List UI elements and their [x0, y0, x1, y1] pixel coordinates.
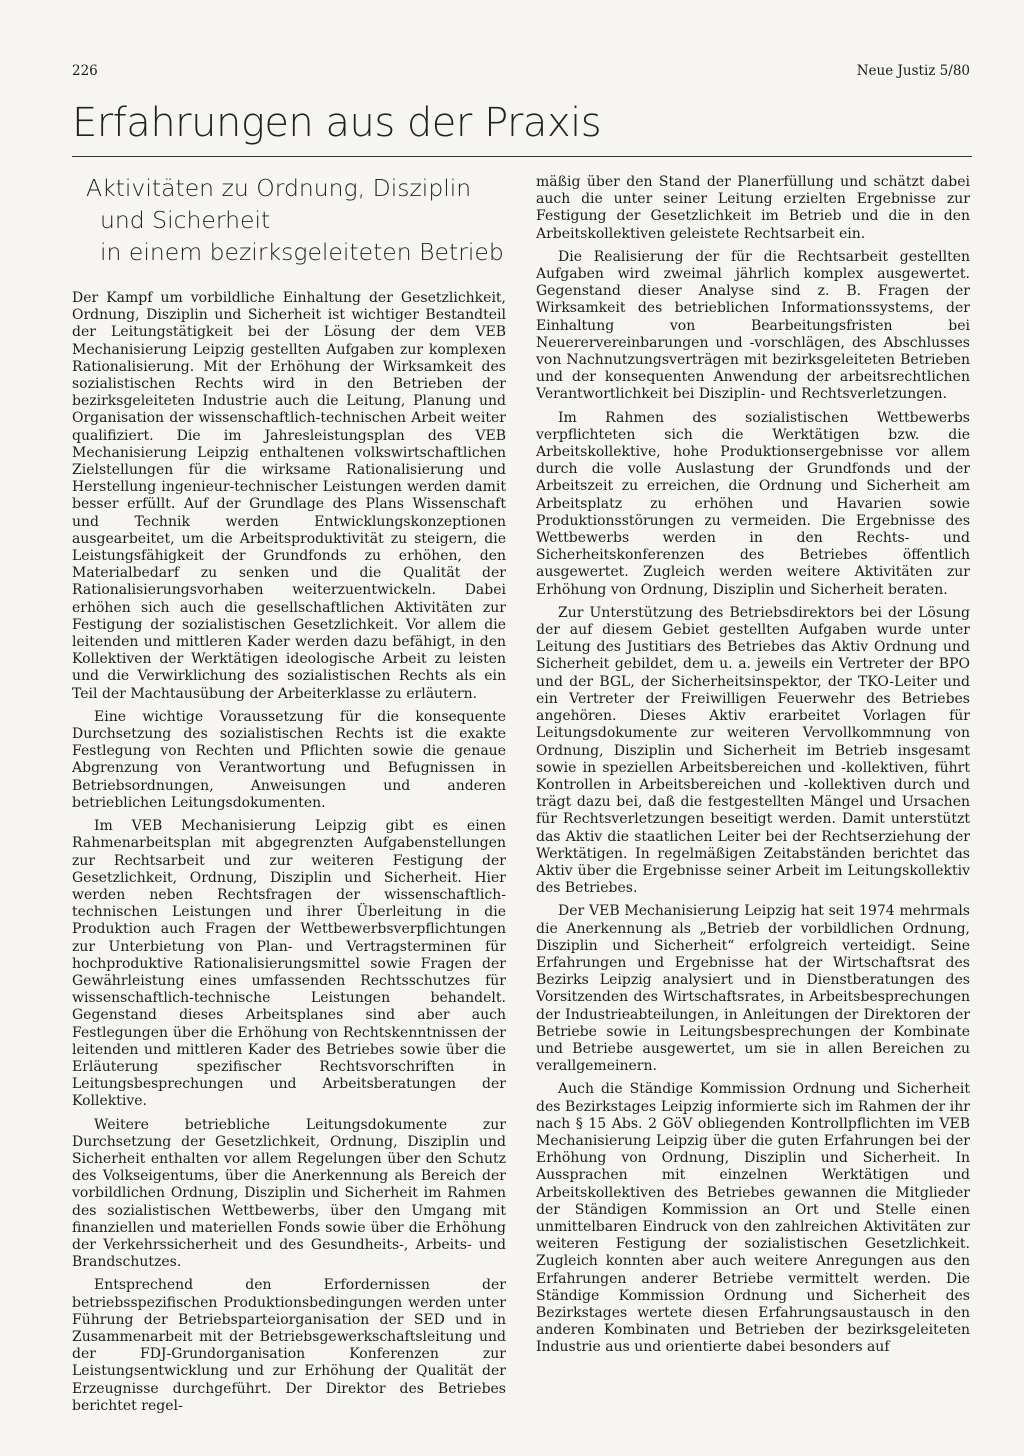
page-number: 226 [72, 63, 98, 79]
page-header [72, 62, 970, 80]
article-title-line: Aktivitäten zu Ordnung, Disziplin [86, 174, 472, 202]
article-title-line: in einem bezirksgeleiteten Betrieb [100, 238, 504, 266]
header-rule [72, 156, 972, 157]
journal-issue: Neue Justiz 5/80 [856, 63, 970, 79]
paragraph: Der Kampf um vorbildliche Einhaltung der Gesetzlichkeit, Ordnung, Disziplin und Sicherheit ist wichtiger Bestandteil der Leitungstätigkeit bei der Lösung der dem VEB Mechanisierung Leipzig gestellten Aufgaben zur komplexen Rationalisierung. Mit der Erhöhung der Wirksamkeit des sozialistischen Rechts wird in den Betrieben der bezirksgeleiteten Industrie auch die Leitung, Planung und Organisation der wissenschaftlich-technischen Arbeit weiter qualifiziert. Die im Jahresleistungsplan des VEB Mechanisierung Leipzig enthaltenen volkswirtschaftlichen Zielstellungen für die wirksame Rationalisierung und Herstellung ingenieur-technischer Leistungen werden damit besser erfüllt. Auf der Grundlage des Plans Wissenschaft und Technik werden Entwicklungskonzeptionen ausgearbeitet, um die Arbeitsproduktivität zu steigern, die Leistungsfähigkeit der Grundfonds zu erhöhen, den Materialbedarf zu senken und die Qualität der Rationalisierungsvorhaben weiterzuentwickeln. Dabei erhöhen sich auch die gesellschaftlichen Aktivitäten zur Festigung der sozialistischen Gesetzlichkeit. Vor allem die leitenden und mittleren Kader werden dazu befähigt, in den Kollektiven der Werktätigen ideologische Arbeit zu leisten und die Verwirklichung des sozialistischen Rechts als ein Teil der Machtausübung der Arbeiterklasse zu erläutern. [72, 290, 506, 702]
right-column [536, 174, 970, 1363]
paragraph: Der VEB Mechanisierung Leipzig hat seit 1974 mehrmals die Anerkennung als „Betrieb der vorbildlichen Ordnung, Disziplin und Sicherheit“ erfolgreich verteidigt. Seine Erfahrungen und Ergebnisse hat der Wirtschaftsrat des Bezirks Leipzig analysiert und in Dienstberatungen des Vorsitzenden des Wirtschaftsrates, in Arbeitsbesprechungen der Industrieabteilungen, in Anleitungen der Direktoren der Betriebe sowie in Leitungsbesprechungen der Kombinate und Betriebe ausgewertet, um sie in allen Bereichen zu verallgemeinern. [536, 903, 970, 1075]
paragraph: Die Realisierung der für die Rechtsarbeit gestellten Aufgaben wird zweimal jährlich komplex ausgewertet. Gegenstand dieser Analyse sind z. B. Fragen der Wirksamkeit des betrieblichen Informationssystems, der Einhaltung von Bearbeitungsfristen bei Neuerervereinbarungen und -vorschlägen, des Abschlusses von Nachnutzungsverträgen mit bezirksgeleiteten Betrieben und der konsequenten Anwendung der arbeitsrechtlichen Verantwortlichkeit bei Disziplin- und Rechtsverletzungen. [536, 248, 970, 403]
paragraph: Eine wichtige Voraussetzung für die konsequente Durchsetzung des sozialistischen Rechts ist die exakte Festlegung von Rechten und Pflichten sowie die genaue Abgrenzung von Verantwortung und Befugnissen in Betriebsordnungen, Anweisungen und anderen betrieblichen Leitungsdokumenten. [72, 708, 506, 811]
paragraph: Im VEB Mechanisierung Leipzig gibt es einen Rahmenarbeitsplan mit abgegrenzten Aufgabenstellungen zur Rechtsarbeit und zur weiteren Festigung der Gesetzlichkeit, Ordnung, Disziplin und Sicherheit. Hier werden neben Rechtsfragen der wissenschaftlich-technischen Leistungen und ihrer Überleitung in die Produktion auch Fragen der Wettbewerbsverpflichtungen zur Unterbietung von Plan- und Vertragsterminen für hochproduktive Rationalisierungsmittel sowie Fragen der Gewährleistung eines umfassenden Rechtsschutzes für wissenschaftlich-technische Leistungen behandelt. Gegenstand dieses Arbeitsplanes sind aber auch Festlegungen über die Erhöhung von Rechtskenntnissen der leitenden und mittleren Kader des Betriebes sowie über die Erläuterung spezifischer Rechtsvorschriften in Leitungsbesprechungen und Arbeitsberatungen der Kollektive. [72, 818, 506, 1110]
article-title [86, 172, 506, 268]
paragraph: Entsprechend den Erfordernissen der betriebsspezifischen Produktionsbedingungen werden unter Führung der Betriebsparteiorganisation der SED und in Zusammenarbeit mit der Betriebsgewerkschaftsleitung und der FDJ-Grundorganisation Konferenzen zur Leistungsentwicklung und zur Erhöhung der Qualität der Erzeugnisse durchgeführt. Der Direktor des Betriebes berichtet regel- [72, 1277, 506, 1414]
section-title: Erfahrungen aus der Praxis [72, 100, 602, 146]
paragraph: Im Rahmen des sozialistischen Wettbewerbs verpflichteten sich die Werktätigen bzw. die Arbeitskollektive, hohe Produktionsergebnisse vor allem durch die volle Auslastung der Grundfonds und der Arbeitszeit zu erreichen, die Ordnung und Sicherheit am Arbeitsplatz zu erhöhen und Havarien sowie Produktionsstörungen zu vermeiden. Die Ergebnisse des Wettbewerbs werden in den Rechts- und Sicherheitskonferenzen des Betriebes öffentlich ausgewertet. Zugleich werden weitere Aktivitäten zur Erhöhung von Ordnung, Disziplin und Sicherheit beraten. [536, 409, 970, 598]
article-title-line: und Sicherheit [100, 206, 271, 234]
left-column [72, 290, 506, 1421]
paragraph: Auch die Ständige Kommission Ordnung und Sicherheit des Bezirkstages Leipzig informierte sich im Rahmen der ihr nach § 15 Abs. 2 GöV obliegenden Kontrollpflichten im VEB Mechanisierung Leipzig über die guten Erfahrungen bei der Erhöhung von Ordnung, Disziplin und Sicherheit. In Aussprachen mit einzelnen Werktätigen und Arbeitskollektiven des Betriebes gewannen die Mitglieder der Ständigen Kommission an Ort und Stelle einen unmittelbaren Eindruck von den zahlreichen Aktivitäten zur weiteren Festigung der sozialistischen Gesetzlichkeit. Zugleich konnten aber auch weitere Anregungen aus den Erfahrungen anderer Betriebe vermittelt werden. Die Ständige Kommission Ordnung und Sicherheit des Bezirkstages wertete diesen Erfahrungsaustausch in den anderen Kombinaten und Betrieben der bezirksgeleiteten Industrie aus und orientierte dabei besonders auf [536, 1081, 970, 1356]
paragraph: Zur Unterstützung des Betriebsdirektors bei der Lösung der auf diesem Gebiet gestellten Aufgaben wurde unter Leitung des Justitiars des Betriebes das Aktiv Ordnung und Sicherheit gebildet, dem u. a. jeweils ein Vertreter der BPO und der BGL, der Sicherheitsinspektor, der TKO-Leiter und ein Vertreter der Freiwilligen Feuerwehr des Betriebes angehören. Dieses Aktiv erarbeitet Vorlagen für Leitungsdokumente zur weiteren Vervollkommnung von Ordnung, Disziplin und Sicherheit im Betrieb insgesamt sowie in speziellen Arbeitsbereichen und -kollektiven, führt Kontrollen in Arbeitsbereichen und -kollektiven durch und trägt dazu bei, daß die festgestellten Mängel und Ursachen für Rechtsverletzungen beseitigt werden. Damit unterstützt das Aktiv die staatlichen Leiter bei der Rechtserziehung der Werktätigen. In regelmäßigen Zeitabständen berichtet das Aktiv über die Ergebnisse seiner Arbeit im Leitungskollektiv des Betriebes. [536, 604, 970, 897]
paragraph: mäßig über den Stand der Planerfüllung und schätzt dabei auch die unter seiner Leitung erzielten Ergebnisse zur Festigung der Gesetzlichkeit im Betrieb und die in den Arbeitskollektiven geleistete Rechtsarbeit ein. [536, 174, 970, 242]
paragraph: Weitere betriebliche Leitungsdokumente zur Durchsetzung der Gesetzlichkeit, Ordnung, Disziplin und Sicherheit enthalten vor allem Regelungen über den Schutz des Volkseigentums, über die Anerkennung als Bereich der vorbildlichen Ordnung, Disziplin und Sicherheit im Rahmen des sozialistischen Wettbewerbs, über den Umgang mit finanziellen und materiellen Fonds sowie über die Erhöhung der Verkehrssicherheit und des Gesundheits-, Arbeits- und Brandschutzes. [72, 1116, 506, 1271]
